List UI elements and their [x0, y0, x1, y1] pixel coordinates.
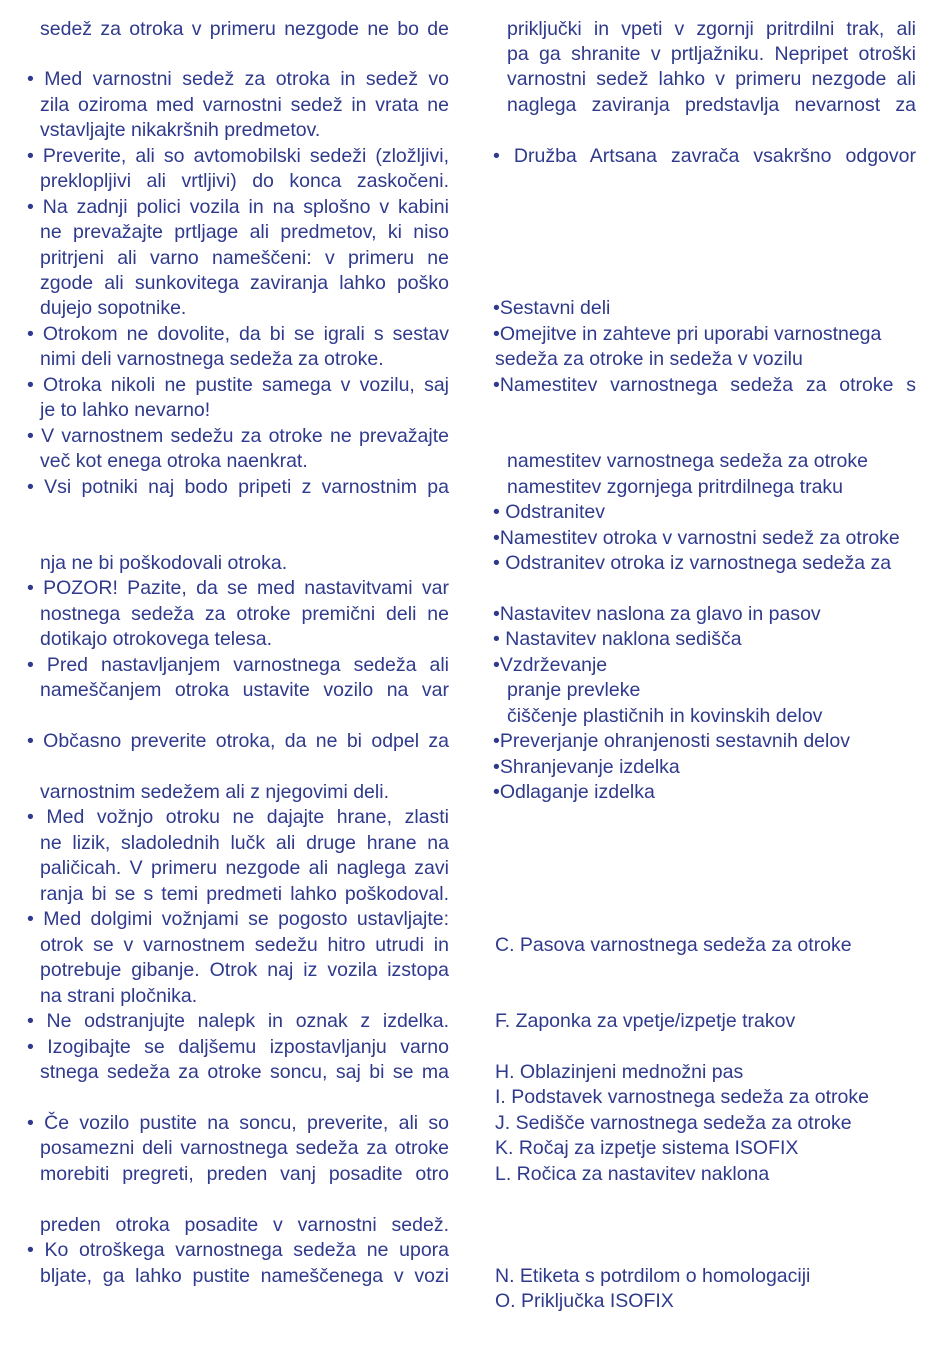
- left-line: več kot enega otroka naenkrat.: [40, 450, 308, 473]
- left-line: • POZOR! Pazite, da se med nastavitvami var: [27, 577, 449, 600]
- right-line: •Vzdrževanje: [493, 653, 608, 676]
- left-line: zgode ali sunkovitega zaviranja lahko poško: [40, 272, 449, 294]
- left-line: varnostnim sedežem ali z njegovimi deli.: [40, 781, 389, 803]
- right-line: • Odstranitev otroka iz varnostnega sedeža za: [493, 551, 892, 574]
- left-line: pritrjeni ali varno nameščeni: v primeru ne: [40, 246, 449, 269]
- left-line: preklopljivi ali vrtljivi) do konca zaskočeni.: [40, 170, 449, 193]
- left-line: morebiti pregreti, preden vanj posadite otro: [40, 1162, 449, 1185]
- right-line: • Družba Artsana zavrača vsakršno odgovor: [493, 144, 916, 167]
- right-line: namestitev varnostnega sedeža za otroke: [507, 450, 868, 473]
- right-line: F. Zaponka za vpetje/izpetje trakov: [495, 1010, 796, 1033]
- left-line: • Vsi potniki naj bodo pripeti z varnostnim pa: [27, 475, 449, 498]
- left-line: preden otroka posadite v varnostni sedež.: [40, 1213, 449, 1236]
- left-line: je to lahko nevarno!: [40, 399, 211, 422]
- left-line: ranja bi se s temi predmeti lahko poškodoval.: [40, 882, 449, 905]
- left-line: • Občasno preverite otroka, da ne bi odpel za: [27, 730, 449, 753]
- left-line: • Ne odstranjujte nalepk in oznak z izdelka.: [27, 1010, 449, 1033]
- right-line: pranje prevleke: [507, 679, 641, 702]
- left-line: • Če vozilo pustite na soncu, preverite, ali so: [27, 1111, 449, 1134]
- left-line: otrok se v varnostnem sedežu hitro utrudi in: [40, 933, 449, 956]
- right-line: • Nastavitev naklona sedišča: [493, 628, 742, 651]
- left-line: paličicah. V primeru nezgode ali naglega zavi: [40, 857, 449, 880]
- right-line: •Preverjanje ohranjenosti sestavnih delov: [493, 730, 850, 753]
- left-line: bljate, ga lahko pustite nameščenega v vozi: [40, 1264, 449, 1287]
- left-line: na strani pločnika.: [40, 984, 198, 1007]
- right-line: K. Ročaj za izpetje sistema ISOFIX: [495, 1137, 799, 1160]
- right-line: namestitev zgornjega pritrdilnega traku: [507, 475, 844, 498]
- right-line: J. Sedišče varnostnega sedeža za otroke: [495, 1111, 852, 1134]
- left-line: sedež za otroka v primeru nezgode ne bo de: [40, 17, 449, 40]
- left-line: ne lizik, sladolednih lučk ali druge hrane na: [40, 831, 449, 854]
- right-line: •Omejitve in zahteve pri uporabi varnostnega: [493, 322, 882, 345]
- left-line: nimi deli varnostnega sedeža za otroke.: [40, 348, 384, 371]
- left-line: • V varnostnem sedežu za otroke ne prevažajte: [27, 424, 449, 447]
- left-line: • Otrokom ne dovolite, da bi se igrali s sestav: [27, 322, 449, 345]
- right-line: •Namestitev otroka v varnostni sedež za otroke: [493, 526, 900, 549]
- right-line: varnostni sedež lahko v primeru nezgode ali: [507, 68, 916, 91]
- right-line: • Odstranitev: [493, 501, 605, 524]
- right-line: •Shranjevanje izdelka: [493, 755, 680, 778]
- right-line: •Odlaganje izdelka: [493, 781, 655, 803]
- left-line: ne prevažajte prtljage ali predmetov, ki niso: [40, 221, 449, 244]
- right-line: O. Priključka ISOFIX: [495, 1290, 674, 1312]
- left-line: zila oziroma med varnostni sedež in vrata ne: [40, 93, 449, 116]
- left-line: dujejo sopotnike.: [40, 297, 187, 320]
- right-line: naglega zaviranja predstavlja nevarnost za: [507, 93, 916, 116]
- left-line: nostnega sedeža za otroke premični deli ne: [40, 602, 449, 625]
- left-line: • Na zadnji polici vozila in na splošno v kabini: [27, 195, 449, 218]
- right-line: priključki in vpeti v zgornji pritrdilni trak, ali: [507, 17, 916, 40]
- left-line: • Med dolgimi vožnjami se pogosto ustavljajte:: [27, 908, 449, 931]
- right-line: pa ga shranite v prtljažniku. Nepripet otroški: [507, 42, 916, 65]
- right-line: H. Oblazinjeni mednožni pas: [495, 1060, 744, 1083]
- right-line: •Nastavitev naslona za glavo in pasov: [493, 602, 821, 625]
- right-line: L. Ročica za nastavitev naklona: [495, 1162, 770, 1185]
- left-line: vstavljajte nikakršnih predmetov.: [40, 119, 321, 142]
- left-line: • Med vožnjo otroku ne dajajte hrane, zlasti: [27, 806, 449, 829]
- left-line: nja ne bi poškodovali otroka.: [40, 551, 288, 574]
- left-line: • Ko otroškega varnostnega sedeža ne upora: [27, 1239, 449, 1262]
- left-line: stnega sedeža za otroke soncu, saj bi se ma: [40, 1060, 449, 1083]
- left-line: posamezni deli varnostnega sedeža za otroke: [40, 1137, 449, 1160]
- right-line: C. Pasova varnostnega sedeža za otroke: [495, 933, 852, 956]
- left-line: • Pred nastavljanjem varnostnega sedeža ali: [27, 653, 449, 676]
- right-line: N. Etiketa s potrdilom o homologaciji: [495, 1264, 811, 1287]
- right-line: čiščenje plastičnih in kovinskih delov: [507, 704, 823, 727]
- left-line: nameščanjem otroka ustavite vozilo na var: [40, 679, 449, 702]
- right-line: sedeža za otroke in sedeža v vozilu: [495, 348, 803, 371]
- left-line: potrebuje gibanje. Otrok naj iz vozila izstopa: [40, 959, 449, 982]
- right-line: I. Podstavek varnostnega sedeža za otroke: [495, 1086, 869, 1109]
- left-line: • Preverite, ali so avtomobilski sedeži (zložljivi,: [27, 144, 449, 167]
- left-line: • Izogibajte se daljšemu izpostavljanju varno: [27, 1035, 449, 1058]
- right-line: •Sestavni deli: [493, 297, 611, 320]
- left-line: • Otroka nikoli ne pustite samega v vozilu, saj: [27, 373, 449, 396]
- right-line: •Namestitev varnostnega sedeža za otroke s: [493, 373, 916, 396]
- left-line: • Med varnostni sedež za otroka in sedež vo: [27, 68, 449, 91]
- left-line: dotikajo otrokovega telesa.: [40, 628, 272, 651]
